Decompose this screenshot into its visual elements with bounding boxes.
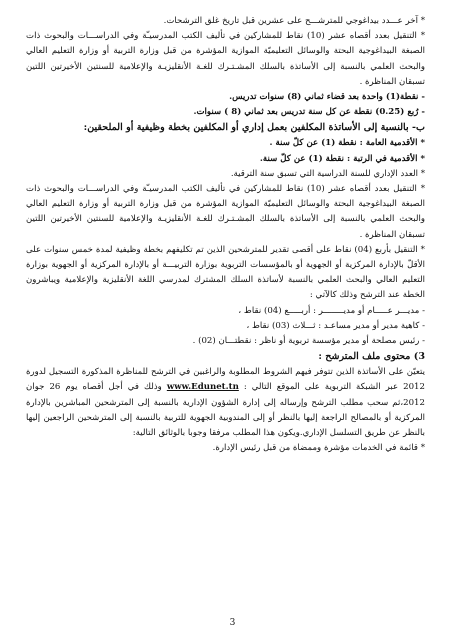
line-13: - رئيس مصلحة أو مدير مؤسسة تربوية أو ناظر : نقطتـــان (02) . [192,336,425,347]
final-paragraph [26,365,425,441]
page-number: 3 [229,618,236,628]
section-b-heading: ب- بالنسبة إلى الأساتذة المكلفين بعمل إداري أو المكلفين بخطة وظيفية أو الملحقين: [83,122,425,134]
line-12: - كاهية مدير أو مدير مساعـد : ثـــلاث (03) نقاط ، [246,320,425,331]
section-3-heading: 3) محتوى ملف المترشح : [318,351,425,363]
last-item: * قائمة في الخدمات مؤشرة وممضاة من قبل رئيس الإدارة. [212,443,425,454]
final-paragraph-a: يتعيّن على الأساتذة الذين تتوفر فيهم الشروط المطلوبة والراغبين في الترشح للمناظرة المذكورة التسجيل لدورة 2012 عبر الشبكة التربوية على الموقع التالي : [26,367,425,393]
line-6: * الأقدمية العامة : نقطة (1) عن كلّ سنة . [269,138,425,149]
line-4: - رُبع (0.25) نقطة عن كل سنة تدريس بعد ثماني (8 ) سنوات. [193,107,425,118]
final-paragraph-b: وذلك في أجل أقصاه يوم 26 جوان 2012،ثم سحب مطلب الترشح وإرساله إلى إدارة الشؤون الإدارية بالنسبة إلى المترشحين المباشرين بالإدارة المركزية أو بالمصالح الراجعة إليها بالنظر أو إلى المندوبية الجهوية للتربية بالنسبة إلى المترشحين الراجعين إليها بالنظر عن طريق التسلسل الإداري.ويكون هذا المطلب مرفقا وجوبا بالوثائق التالية: [26,382,425,439]
line-2: * التنقيل بعدد أقصاه عشر (10) نقاط للمشاركين في تأليف الكتب المدرسيـّة وفي الدراســـات والبحوث ذات الصبغة البيداغوجية البحتة والوسائل التعليميّة الموازية المؤشرة من قبل وزارة التربية أو وزارة التعليم العالي والبحث العلمي بالنسبة إلى الأساتذة بالسلك المشـتـرك للغـة الأنقليزيـة والإعلامية للسنتين الأخيرتين اللتين تسبقان المناظرة . [26,31,425,87]
line-10: * التنقيل بأربع (04) نقاط على أقصى تقدير للمترشحين الذين تم تكليفهم بخطة وظيفية لمدة خمس سنوات على الأقلّ بالإدارة المركزية أو الجهوية أو بالمؤسسات التربوية بوزارة التربيـــة أو بالإدارة المركزية أو الجهوية بوزارة التعليم العالي والبحث العلمي بالنسبة لأساتذة السلك المشترك لمدرسي اللغة الأنقليزية والإعلامية ويباشرون الخطة عند الترشح وذلك كالآتي : [26,244,425,301]
line-3: - نقطة(1) واحدة بعد قضاء ثماني (8) سنوات تدريس. [229,92,425,103]
line-8: * العدد الإداري للسنة الدراسية التي تسبق سنة الترقية. [230,168,425,179]
line-9: * التنقيل بعدد أقصاه عشر (10) نقاط للمشاركين في تأليف الكتب المدرسيـّة وفي الدراســـات والبحوث ذات الصبغة البيداغوجية البحتة والوسائل التعليميّة الموازية المؤشرة من قبل وزارة التربية أو وزارة التعليم العالي والبحث العلمي بالنسبة إلى الأساتذة بالسلك المشـتـرك للغـة الأنقليزيـة والإعلامية للسنتين الأخيرتين اللتين تسبقان المناظرة . [26,184,425,240]
line-11: - مديـــر عـــــام أو مديــــــــر : أربـــــع (04) نقاط ، [238,305,425,316]
edunet-link[interactable]: www.Edunet.tn [166,382,239,393]
line-7: * الأقدمية في الرتبة : نقطة (1) عن كلّ سنة. [259,153,425,164]
line-1: * آخر عـــدد بيداغوجي للمترشـــح على عشرين قبل تاريخ غلق الترشحات. [163,16,425,26]
